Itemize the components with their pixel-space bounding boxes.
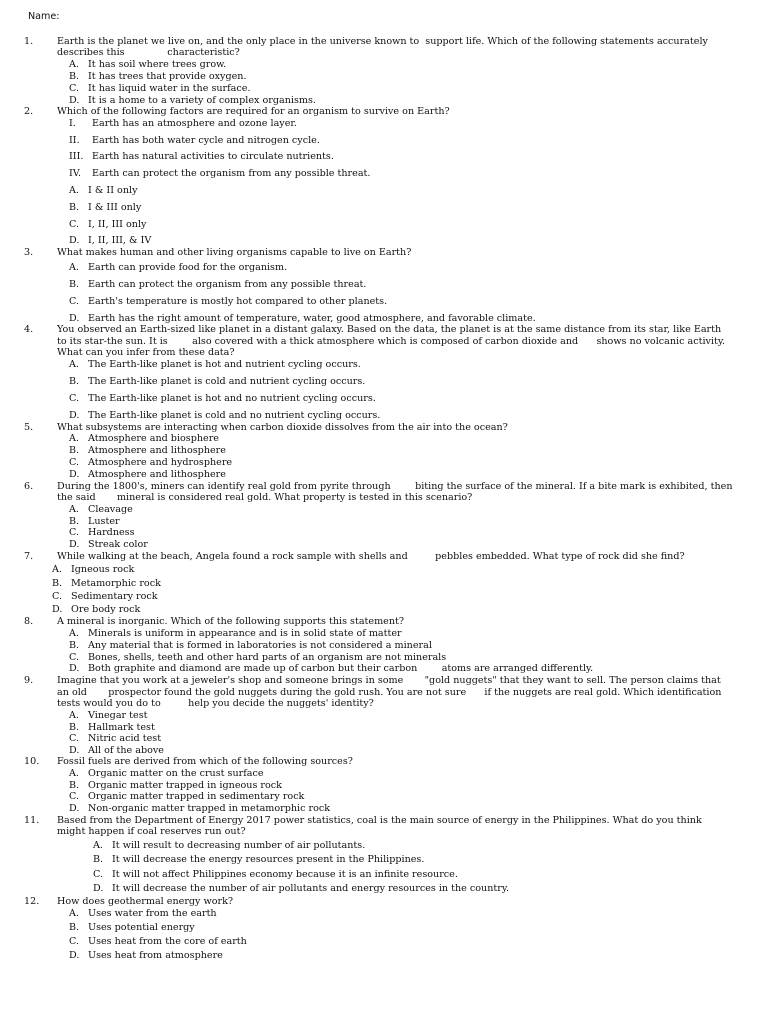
option-letter: C. [69, 457, 80, 468]
option-text: It will not affect Philippines economy because it is an infinite resource. [112, 869, 458, 880]
option-text: Hardness [88, 527, 135, 538]
option-text: All of the above [88, 745, 164, 756]
option-letter: B. [69, 71, 80, 82]
question-stem-line: What subsystems are interacting when carbon dioxide dissolves from the air into the ocean? [57, 422, 508, 433]
option-letter: C. [69, 791, 80, 802]
option-text: Earth has the right amount of temperature, water, good atmosphere, and favorable climate. [88, 313, 536, 324]
option-text: Atmosphere and lithosphere [88, 445, 226, 456]
option-text: Earth can provide food for the organism. [88, 262, 288, 273]
option-text: Both graphite and diamond are made up of carbon but their carbon atoms are arranged differently. [88, 663, 594, 674]
answer-option [69, 516, 120, 528]
question-number: 5. [24, 422, 34, 433]
option-text: Organic matter trapped in sedimentary rock [88, 791, 305, 802]
option-text: Minerals is uniform in appearance and is in solid state of matter [88, 628, 402, 639]
option-text: Ore body rock [71, 604, 141, 615]
option-letter: A. [69, 359, 79, 370]
option-text: The Earth-like planet is hot and nutrient cycling occurs. [88, 359, 361, 370]
option-text: Earth's temperature is mostly hot compared to other planets. [88, 296, 388, 307]
option-text: Organic matter trapped in igneous rock [88, 780, 282, 791]
answer-option [69, 663, 593, 675]
answer-option [69, 71, 247, 83]
option-letter: C. [69, 296, 80, 307]
option-text: Streak color [88, 539, 148, 550]
option-letter: A. [93, 840, 103, 851]
answer-option [69, 628, 402, 640]
answer-option [69, 457, 232, 469]
roman-statement [69, 168, 370, 180]
answer-option [52, 604, 140, 616]
option-letter: B. [69, 722, 80, 733]
question-stem-line: Based from the Department of Energy 2017 power statistics, coal is the main source of energy in the Philippines. What do you think [57, 815, 702, 826]
answer-option [69, 745, 164, 757]
option-text: It will result to decreasing number of air pollutants. [112, 840, 366, 851]
question-stem-line: During the 1800's, miners can identify real gold from pyrite through biting the surface of the mineral. If a bite mark is exhibited, then [57, 481, 733, 492]
answer-option [69, 59, 226, 71]
option-letter: D. [69, 803, 80, 814]
statement-numeral: I. [69, 118, 76, 129]
answer-option [69, 235, 151, 247]
answer-option [69, 445, 226, 457]
option-letter: B. [69, 516, 80, 527]
option-text: It will decrease the number of air pollutants and energy resources in the country. [112, 883, 510, 894]
roman-statement [69, 151, 334, 163]
option-text: Atmosphere and hydrosphere [88, 457, 233, 468]
question-number: 9. [24, 675, 34, 686]
answer-option [69, 527, 135, 539]
answer-option [69, 733, 161, 745]
option-text: I & II only [88, 185, 138, 196]
option-text: Igneous rock [71, 564, 135, 575]
option-text: Sedimentary rock [71, 591, 158, 602]
option-text: Atmosphere and biosphere [88, 433, 219, 444]
answer-option [69, 202, 141, 214]
option-letter: C. [93, 869, 104, 880]
option-letter: B. [69, 640, 80, 651]
option-text: Luster [88, 516, 120, 527]
answer-option [69, 803, 330, 815]
question-number: 3. [24, 247, 34, 258]
option-text: I & III only [88, 202, 142, 213]
answer-option [69, 433, 219, 445]
answer-option [69, 791, 304, 803]
option-letter: A. [69, 768, 79, 779]
question-stem-line: While walking at the beach, Angela found a rock sample with shells and pebbles embedded. What type of rock did she find? [57, 551, 685, 562]
option-text: Metamorphic rock [71, 578, 161, 589]
answer-option [69, 376, 365, 388]
option-text: Uses potential energy [88, 922, 195, 933]
statement-text: Earth has an atmosphere and ozone layer. [92, 118, 297, 129]
option-letter: B. [69, 202, 80, 213]
option-text: Vinegar test [88, 710, 148, 721]
statement-text: Earth can protect the organism from any possible threat. [92, 168, 371, 179]
answer-option [69, 410, 380, 422]
answer-option [69, 722, 155, 734]
answer-option [69, 83, 251, 95]
option-letter: A. [52, 564, 62, 575]
option-letter: D. [69, 95, 80, 106]
option-letter: B. [69, 279, 80, 290]
answer-option [69, 652, 446, 664]
name-field-label: Name: [28, 11, 60, 22]
option-letter: D. [69, 410, 80, 421]
option-text: It is a home to a variety of complex organisms. [88, 95, 316, 106]
question-stem-line: A mineral is inorganic. Which of the following supports this statement? [57, 616, 405, 627]
option-letter: D. [69, 745, 80, 756]
answer-option [69, 504, 133, 516]
question-stem-line: How does geothermal energy work? [57, 896, 234, 907]
option-text: It has soil where trees grow. [88, 59, 227, 70]
option-text: Uses heat from the core of earth [88, 936, 247, 947]
option-letter: C. [69, 527, 80, 538]
answer-option [69, 296, 387, 308]
option-letter: D. [52, 604, 63, 615]
answer-option [69, 262, 287, 274]
option-letter: A. [69, 710, 79, 721]
answer-option [69, 313, 536, 325]
answer-option [52, 564, 134, 576]
answer-option [69, 219, 146, 231]
question-stem-line: to its star-the sun. It is also covered with a thick atmosphere which is composed of carbon dioxide and shows no volcanic activity. [57, 336, 726, 347]
option-text: It will decrease the energy resources present in the Philippines. [112, 854, 425, 865]
option-letter: A. [69, 433, 79, 444]
statement-numeral: II. [69, 135, 80, 146]
answer-option [93, 869, 458, 881]
option-text: Atmosphere and lithosphere [88, 469, 226, 480]
option-letter: B. [69, 376, 80, 387]
option-text: The Earth-like planet is cold and no nutrient cycling occurs. [88, 410, 381, 421]
answer-option [69, 936, 247, 948]
option-text: I, II, III, & IV [88, 235, 152, 246]
statement-text: Earth has both water cycle and nitrogen cycle. [92, 135, 320, 146]
answer-option [69, 768, 264, 780]
question-stem-line: an old prospector found the gold nuggets during the gold rush. You are not sure if the nuggets are real gold. Which identification [57, 687, 722, 698]
option-letter: B. [69, 445, 80, 456]
option-letter: C. [69, 83, 80, 94]
answer-option [69, 922, 195, 934]
option-letter: C. [69, 652, 80, 663]
question-stem-line: the said mineral is considered real gold. What property is tested in this scenario? [57, 492, 473, 503]
option-text: It has liquid water in the surface. [88, 83, 251, 94]
question-stem-line: Fossil fuels are derived from which of the following sources? [57, 756, 353, 767]
question-number: 7. [24, 551, 34, 562]
answer-option [52, 591, 158, 603]
answer-option [93, 840, 365, 852]
roman-statement [69, 118, 297, 130]
question-number: 6. [24, 481, 34, 492]
option-letter: A. [69, 262, 79, 273]
question-stem-line: You observed an Earth-sized like planet in a distant galaxy. Based on the data, the planet is at the same distance from its star, like Earth [57, 324, 722, 335]
question-stem-line: Imagine that you work at a jeweler's shop and someone brings in some "gold nuggets" that they want to sell. The person claims that [57, 675, 721, 686]
question-stem-line: tests would you do to help you decide the nuggets' identity? [57, 698, 374, 709]
option-letter: C. [69, 733, 80, 744]
statement-numeral: III. [69, 151, 84, 162]
option-letter: A. [69, 59, 79, 70]
option-text: Non-organic matter trapped in metamorphic rock [88, 803, 331, 814]
answer-option [69, 279, 366, 291]
option-text: Organic matter on the crust surface [88, 768, 264, 779]
option-letter: C. [69, 936, 80, 947]
option-text: Cleavage [88, 504, 133, 515]
answer-option [93, 854, 424, 866]
answer-option [69, 950, 223, 962]
option-letter: D. [69, 539, 80, 550]
option-letter: B. [93, 854, 104, 865]
answer-option [69, 393, 376, 405]
option-text: It has trees that provide oxygen. [88, 71, 247, 82]
answer-option [93, 883, 509, 895]
question-number: 11. [24, 815, 40, 826]
answer-option [69, 640, 432, 652]
option-letter: A. [69, 185, 79, 196]
option-letter: A. [69, 908, 79, 919]
option-text: I, II, III only [88, 219, 147, 230]
question-stem-line: Which of the following factors are required for an organism to survive on Earth? [57, 106, 450, 117]
option-letter: D. [69, 235, 80, 246]
option-letter: A. [69, 628, 79, 639]
option-text: Nitric acid test [88, 733, 162, 744]
question-number: 1. [24, 36, 34, 47]
option-text: Earth can protect the organism from any possible threat. [88, 279, 367, 290]
option-letter: C. [52, 591, 63, 602]
option-letter: C. [69, 219, 80, 230]
option-letter: B. [69, 922, 80, 933]
question-stem-line: What makes human and other living organisms capable to live on Earth? [57, 247, 412, 258]
option-letter: D. [69, 469, 80, 480]
roman-statement [69, 135, 320, 147]
answer-option [69, 95, 316, 107]
option-text: Bones, shells, teeth and other hard parts of an organism are not minerals [88, 652, 447, 663]
option-text: Uses water from the earth [88, 908, 217, 919]
option-letter: C. [69, 393, 80, 404]
question-number: 2. [24, 106, 34, 117]
statement-text: Earth has natural activities to circulate nutrients. [92, 151, 334, 162]
option-text: Any material that is formed in laboratories is not considered a mineral [88, 640, 432, 651]
question-number: 8. [24, 616, 34, 627]
answer-option [69, 710, 148, 722]
answer-option [69, 780, 282, 792]
option-letter: B. [52, 578, 63, 589]
option-letter: D. [69, 663, 80, 674]
option-letter: D. [69, 313, 80, 324]
option-letter: D. [69, 950, 80, 961]
answer-option [52, 578, 161, 590]
option-text: Uses heat from atmosphere [88, 950, 223, 961]
statement-numeral: IV. [69, 168, 82, 179]
option-text: The Earth-like planet is hot and no nutrient cycling occurs. [88, 393, 376, 404]
question-number: 12. [24, 896, 40, 907]
question-number: 10. [24, 756, 40, 767]
answer-option [69, 469, 226, 481]
option-letter: A. [69, 504, 79, 515]
option-letter: B. [69, 780, 80, 791]
question-stem-line: might happen if coal reserves run out? [57, 826, 246, 837]
answer-option [69, 185, 138, 197]
option-text: The Earth-like planet is cold and nutrient cycling occurs. [88, 376, 366, 387]
option-text: Hallmark test [88, 722, 155, 733]
question-stem-line: Earth is the planet we live on, and the only place in the universe known to support life. Which of the following statements accurately [57, 36, 708, 47]
answer-option [69, 359, 361, 371]
answer-option [69, 539, 148, 551]
question-number: 4. [24, 324, 34, 335]
option-letter: D. [93, 883, 104, 894]
question-stem-line: What can you infer from these data? [57, 347, 235, 358]
question-stem-line: describes this characteristic? [57, 47, 240, 58]
answer-option [69, 908, 217, 920]
